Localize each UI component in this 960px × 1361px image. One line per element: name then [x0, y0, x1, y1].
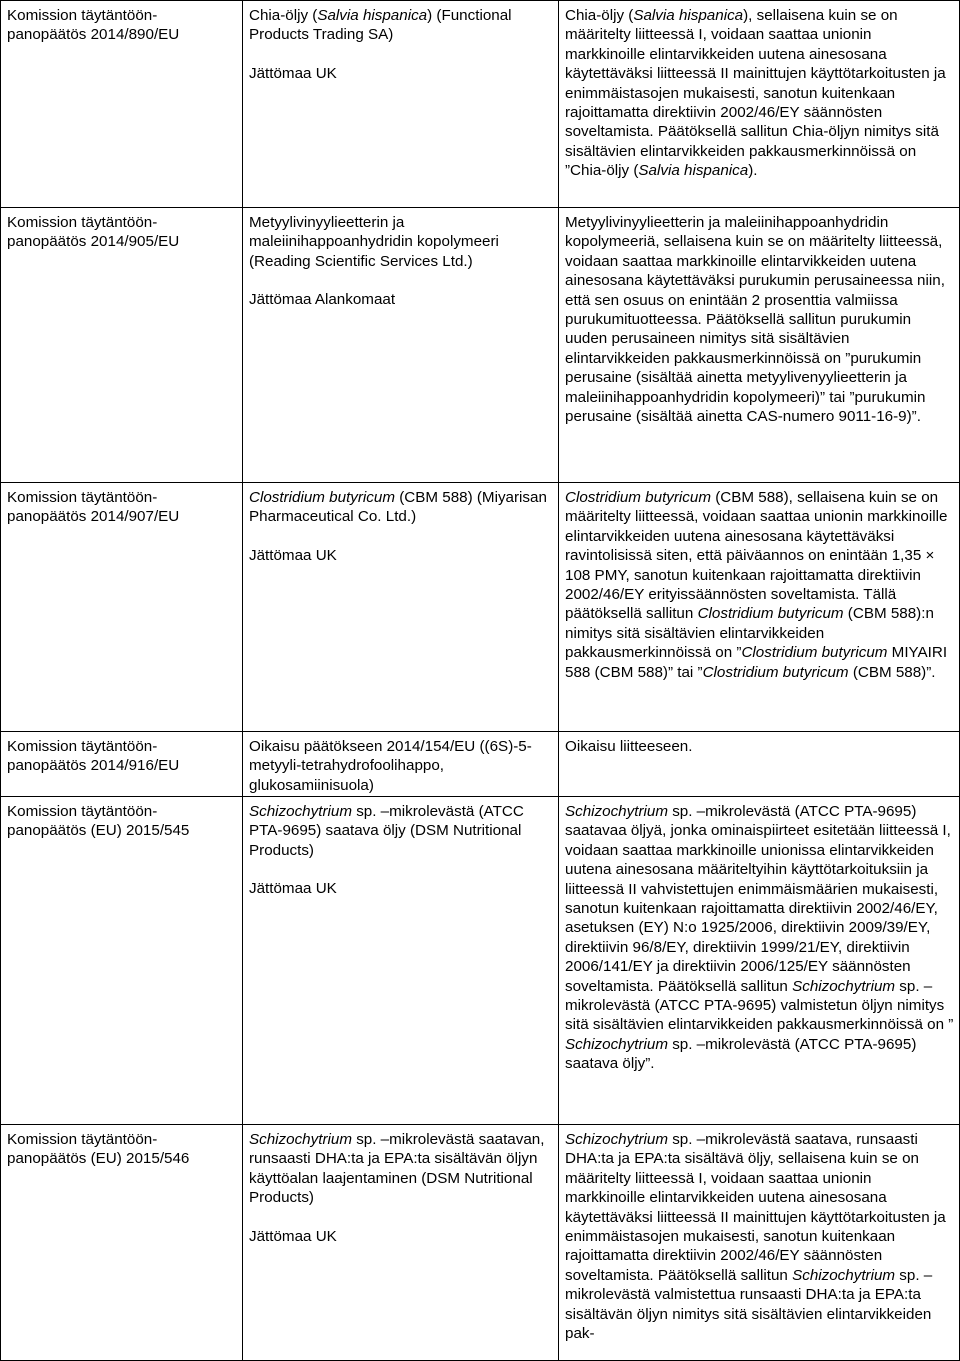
product-name: Chia-öljy (Salvia hispanica) (Functional Products Trading SA): [249, 7, 512, 44]
description-cell: [559, 1, 960, 208]
decision-line: panopäätös 2014/907/EU: [7, 508, 180, 526]
description-text: Chia-öljy (Salvia hispanica), sellaisena kuin se on määritelty liitteessä I, voidaan saattaa unionin markkinoille elintarvikkeiden uutena ainesosana käytettäväksi liitteessä II mainittujen käyttötarkoitusten ja enimmäistasojen mukaisesti, sanotun kuitenkaan rajoittamatta direktiivin 2002/46/EY säännösten soveltamista. Päätöksellä sallitun Chia-öljyn nimitys sitä sisältävien elintarvikkeiden pakkausmerkinnöissä on ”Chia-öljy (Salvia hispanica).: [565, 7, 946, 180]
product-cell: [243, 797, 559, 1125]
scope-text: Jättömaa UK: [249, 64, 337, 82]
product-name: Oikaisu päätökseen 2014/154/EU ((6S)-5-metyyli-tetrahydrofoolihappo, glukosamiinisuola): [249, 738, 532, 794]
decision-line: Komission täytäntöön-: [7, 1131, 158, 1148]
decision-line: panopäätös 2014/905/EU: [7, 233, 180, 251]
scope-text: Jättömaa UK: [249, 1227, 337, 1245]
decision-line: panopäätös 2014/890/EU: [7, 26, 180, 44]
description-cell: [559, 483, 960, 732]
table-row: [1, 1, 960, 208]
decision-line: panopäätös (EU) 2015/546: [7, 1150, 190, 1168]
decision-line: Komission täytäntöön-: [7, 214, 158, 231]
decision-cell: [1, 1, 243, 208]
description-cell: [559, 797, 960, 1125]
table-row: [1, 208, 960, 483]
product-cell: [243, 1, 559, 208]
decision-line: panopäätös (EU) 2015/545: [7, 822, 190, 840]
decision-cell: [1, 208, 243, 483]
decision-line: Komission täytäntöön-: [7, 489, 158, 506]
description-cell: [559, 1125, 960, 1361]
product-name: Metyylivinyylieetterin ja maleiinihappoanhydridin kopolymeeri (Reading Scientific Services Ltd.): [249, 214, 499, 270]
description-text: Clostridium butyricum (CBM 588), sellaisena kuin se on määritelty liitteessä, voidaan saattaa unionin markkinoille elintarvikkeiden uutena ainesosana käytettäväksi ravintolisissä siten, että päiväannos on enintään 1,35 × 108 PMY, sanotun kuitenkaan rajoittamatta direktiivin 2002/46/EY erityissäännösten soveltamista. Tällä päätöksellä sallitun Clostridium butyricum (CBM 588):n nimitys sitä sisältävien elintarvikkeiden pakkausmerkinnöissä on ”Clostridium butyricum MIYAIRI 588 (CBM 588)” tai ”Clostridium butyricum (CBM 588)”.: [565, 489, 948, 681]
product-name: Schizochytrium sp. –mikrolevästä (ATCC PTA-9695) saatava öljy (DSM Nutritional Products): [249, 803, 524, 859]
decision-line: Komission täytäntöön-: [7, 738, 158, 755]
description-text: Metyylivinyylieetterin ja maleiinihappoanhydridin kopolymeeriä, sellaisena kuin se on määritelty liitteessä, voidaan saattaa markkinoille elintarvikkeiden uutena ainesosana käytettäväksi purukumin perusaineessa niin, että sen osuus on enintään 2 prosenttia valmiissa purukumituotteessa. Päätöksellä sallitun purukumin uuden perusaineen nimitys sitä sisältävien elintarvikkeiden pakkausmerkinnöissä on ”purukumin perusaine (sisältää ainetta metyylivenyylieetterin ja maleiinihappoanhydridin kopolymeeri)” tai ”purukumin perusaine (sisältää ainetta CAS-numero 9011-16-9)”.: [565, 214, 945, 426]
description-text: Oikaisu liitteeseen.: [565, 738, 693, 755]
table-row: [1, 483, 960, 732]
decision-cell: [1, 1125, 243, 1361]
decision-line: Komission täytäntöön-: [7, 7, 158, 24]
table-row: [1, 1125, 960, 1361]
decision-cell: [1, 483, 243, 732]
decision-line: Komission täytäntöön-: [7, 803, 158, 820]
table-row: [1, 797, 960, 1125]
scope-text: Jättömaa UK: [249, 546, 337, 564]
decision-line: panopäätös 2014/916/EU: [7, 757, 180, 775]
decision-cell: [1, 732, 243, 797]
product-name: Clostridium butyricum (CBM 588) (Miyarisan Pharmaceutical Co. Ltd.): [249, 489, 547, 526]
description-text: Schizochytrium sp. –mikrolevästä (ATCC PTA-9695) saatavaa öljyä, jonka ominaispiirteet esitetään liitteessä I, voidaan saattaa markkinoille unionissa elintarvikkeiden uutena ainesosana määriteltyihin käyttötarkoituksiin ja liitteessä II vahvistettujen enimmäismäärien mukaisesti, sanotun kuitenkaan rajoittamatta direktiivin 2002/46/EY, asetuksen (EY) N:o 1925/2006, direktiivin 2009/39/EY, direktiivin 96/8/EY, direktiivin 1999/21/EY, direktiivin 2006/141/EY ja direktiivin 2006/125/EY säännösten soveltamista. Päätöksellä sallitun Schizochytrium sp. –mikrolevästä (ATCC PTA-9695) valmistetun öljyn nimitys sitä sisältävien elintarvikkeiden pakkausmerkinnöissä on ” Schizochytrium sp. –mikrolevästä (ATCC PTA-9695) saatava öljy”.: [565, 803, 954, 1073]
description-text: Schizochytrium sp. –mikrolevästä saatava, runsaasti DHA:ta ja EPA:ta sisältävä öljy, sellaisena kuin se on määritelty liitteessä I, voidaan saattaa unionin markkinoille elintarvikkeiden uutena ainesosana käytettäväksi liitteessä II mainittujen käyttötarkoitusten ja enimmäistasojen mukaisesti, sanotun kuitenkaan rajoittamatta direktiivin 2002/46/EY säännösten soveltamista. Päätöksellä sallitun Schizochytrium sp. –mikrolevästä valmistettua runsaasti DHA:ta ja EPA:ta sisältävän öljyn nimitys sitä sisältävien elintarvikkeiden pak-: [565, 1131, 946, 1343]
product-cell: [243, 732, 559, 797]
product-cell: [243, 208, 559, 483]
product-cell: [243, 1125, 559, 1361]
scope-text: Jättömaa Alankomaat: [249, 291, 396, 309]
scope-text: Jättömaa UK: [249, 880, 337, 898]
decision-cell: [1, 797, 243, 1125]
product-name: Schizochytrium sp. –mikrolevästä saatavan, runsaasti DHA:ta ja EPA:ta sisältävän öljyn käyttöalan laajentaminen (DSM Nutritional Products): [249, 1131, 545, 1207]
description-cell: [559, 208, 960, 483]
table-row: [1, 732, 960, 797]
product-cell: [243, 483, 559, 732]
description-cell: [559, 732, 960, 797]
